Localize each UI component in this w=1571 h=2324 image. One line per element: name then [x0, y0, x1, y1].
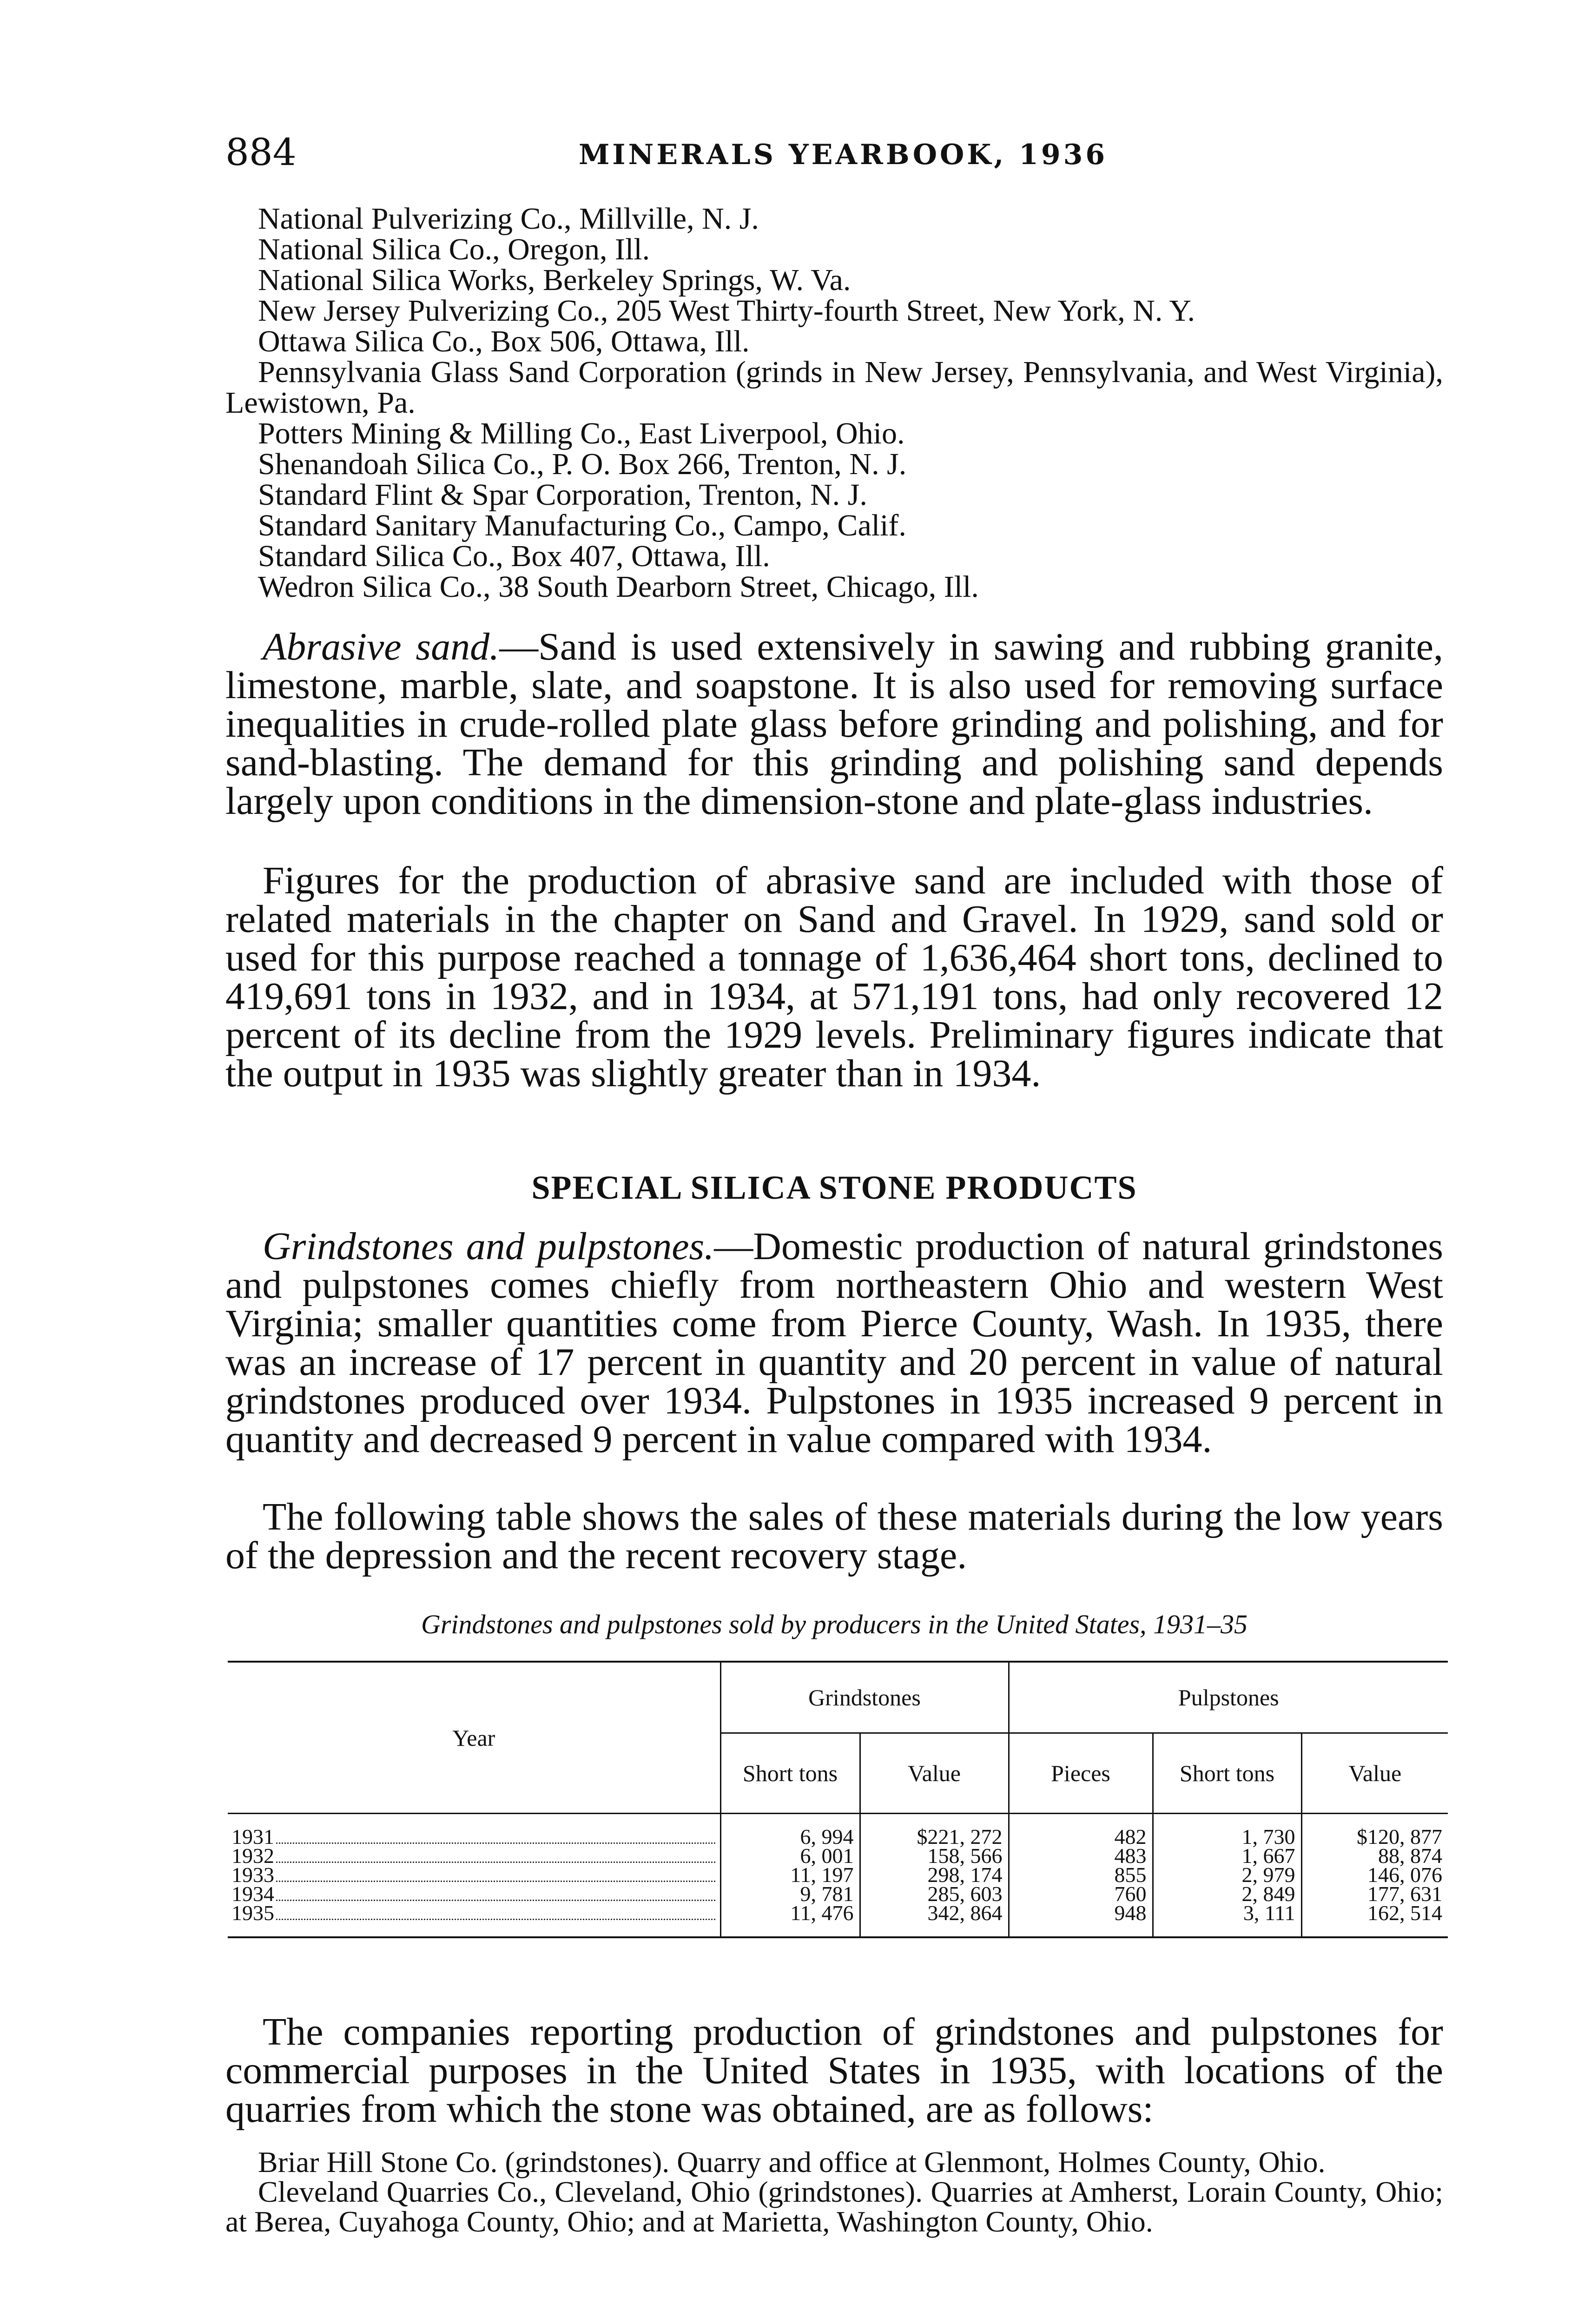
list-item: Shenandoah Silica Co., P. O. Box 266, Trenton, N. J. [258, 447, 907, 481]
page-number: 884 [225, 131, 297, 174]
table-cell: 1, 667 [1153, 1846, 1301, 1865]
list-item: Standard Silica Co., Box 407, Ottawa, Ill. [258, 539, 770, 573]
table-cell: 483 [1009, 1846, 1153, 1865]
year-label: 1934 [231, 1882, 274, 1906]
column-group-grindstones: Grindstones [720, 1662, 1009, 1733]
list-item: Briar Hill Stone Co. (grindstones). Quarry and office at Glenmont, Holmes County, Ohio. [258, 2146, 1326, 2179]
year-label: 1931 [231, 1825, 274, 1849]
column-header-grindstones-short-tons: Short tons [720, 1733, 860, 1814]
year-label: 1932 [231, 1844, 274, 1868]
journal-title: MINERALS YEARBOOK, 1936 [579, 139, 1108, 171]
grindstones-text: —Domestic production of natural grindstones and pulpstones comes chiefly from northeastern Ohio and western West Virginia; smaller quantities come from Pierce County, Wash. In 1935, there was an increase of 17 percent in quantity and 20 percent in value of natural grindstones produced over 1934. Pulpstones in 1935 increased 9 percent in quantity and decreased 9 percent in value compared with 1934. [225, 1225, 1443, 1461]
table-cell: 162, 514 [1301, 1903, 1448, 1937]
table-row [228, 1884, 1448, 1903]
table-cell: 3, 111 [1153, 1903, 1301, 1937]
table-caption: Grindstones and pulpstones sold by producers in the United States, 1931–35 [421, 1609, 1248, 1639]
table-cell-year [228, 1882, 720, 1906]
year-label: 1933 [231, 1863, 274, 1887]
list-item: Standard Flint & Spar Corporation, Trenton, N. J. [258, 478, 867, 512]
companies-list [225, 2147, 1443, 2237]
table-cell: 855 [1009, 1865, 1153, 1884]
list-item: Ottawa Silica Co., Box 506, Ottawa, Ill. [258, 324, 750, 358]
table-cell: $221, 272 [860, 1814, 1009, 1847]
list-item: National Silica Co., Oregon, Ill. [258, 232, 650, 266]
table-header-row [228, 1662, 1448, 1733]
table-cell-year [228, 1844, 720, 1868]
companies-intro-paragraph: The companies reporting production of grindstones and pulpstones for commercial purposes in the United States in 1935, with locations of the quarries from which the stone was obtained, are as follows: [225, 2010, 1443, 2131]
table-cell: 158, 566 [860, 1846, 1009, 1865]
section-heading: SPECIAL SILICA STONE PRODUCTS [531, 1169, 1137, 1206]
table-intro-paragraph: The following table shows the sales of these materials during the low years of the depression and the recent recovery stage. [225, 1495, 1443, 1577]
dot-leader [276, 1867, 715, 1882]
abrasive-sand-paragraph [225, 625, 1443, 823]
table-cell: 482 [1009, 1814, 1153, 1847]
grindstones-pulpstones-table [228, 1661, 1448, 1938]
table-cell: 760 [1009, 1884, 1153, 1903]
column-header-year: Year [228, 1662, 720, 1814]
table-cell: 298, 174 [860, 1865, 1009, 1884]
table-cell: 11, 476 [720, 1903, 860, 1937]
table-cell: 948 [1009, 1903, 1153, 1937]
dot-leader [276, 1848, 715, 1863]
list-item: Pennsylvania Glass Sand Corporation (grinds in New Jersey, Pennsylvania, and West Virginia), Lewistown, Pa. [225, 355, 1443, 420]
table-cell: 146, 076 [1301, 1865, 1448, 1884]
grindstones-paragraph [225, 1227, 1443, 1459]
list-item: Wedron Silica Co., 38 South Dearborn Street, Chicago, Ill. [258, 570, 979, 604]
grindstones-lead: Grindstones and pulpstones. [263, 1225, 714, 1268]
table-cell: 2, 849 [1153, 1884, 1301, 1903]
table-row [228, 1903, 1448, 1937]
column-header-pulpstones-value: Value [1301, 1733, 1448, 1814]
producers-list [225, 204, 1443, 602]
running-head [225, 132, 1443, 173]
list-item: Cleveland Quarries Co., Cleveland, Ohio (grindstones). Quarries at Amherst, Lorain County, Ohio; at Berea, Cuyahoga County, Ohio; and at Marietta, Washington County, Ohio. [225, 2175, 1443, 2238]
table-row [228, 1814, 1448, 1847]
table-cell: 1, 730 [1153, 1814, 1301, 1847]
table-cell: 177, 631 [1301, 1884, 1448, 1903]
column-group-pulpstones: Pulpstones [1009, 1662, 1448, 1733]
dot-leader [276, 1905, 715, 1920]
table-cell: 6, 001 [720, 1846, 860, 1865]
table-cell: 88, 874 [1301, 1846, 1448, 1865]
list-item: New Jersey Pulverizing Co., 205 West Thirty-fourth Street, New York, N. Y. [258, 294, 1195, 328]
abrasive-sand-lead: Abrasive sand. [263, 625, 500, 668]
table-cell: 9, 781 [720, 1884, 860, 1903]
dot-leader [276, 1886, 715, 1901]
column-header-pulpstones-short-tons: Short tons [1153, 1733, 1301, 1814]
table-cell: 2, 979 [1153, 1865, 1301, 1884]
table-cell: $120, 877 [1301, 1814, 1448, 1847]
dot-leader [276, 1829, 715, 1844]
list-item: National Pulverizing Co., Millville, N. J. [258, 202, 759, 236]
table-cell: 342, 864 [860, 1903, 1009, 1937]
table-cell: 6, 994 [720, 1814, 860, 1847]
list-item: Potters Mining & Milling Co., East Liverpool, Ohio. [258, 416, 905, 450]
table-cell: 285, 603 [860, 1884, 1009, 1903]
table-cell-year [228, 1863, 720, 1887]
table-cell: 11, 197 [720, 1865, 860, 1884]
abrasive-sand-text: —Sand is used extensively in sawing and rubbing granite, limestone, marble, slate, and soapstone. It is also used for removing surface inequalities in crude-rolled plate glass before grinding and polishing, and for sand-blasting. The demand for this grinding and polishing sand depends largely upon conditions in the dimension-stone and plate-glass industries. [225, 625, 1443, 823]
table-cell-year [228, 1814, 720, 1847]
table-row [228, 1865, 1448, 1884]
year-label: 1935 [231, 1901, 274, 1925]
abrasive-sand-figures-paragraph: Figures for the production of abrasive sand are included with those of related materials in the chapter on Sand and Gravel. In 1929, sand sold or used for this purpose reached a tonnage of 1,636,464 short tons, declined to 419,691 tons in 1932, and in 1934, at 571,191 tons, had only recovered 12 percent of its decline from the 1929 levels. Preliminary figures indicate that the output in 1935 was slightly greater than in 1934. [225, 859, 1443, 1095]
column-header-grindstones-value: Value [860, 1733, 1009, 1814]
list-item: Standard Sanitary Manufacturing Co., Campo, Calif. [258, 508, 906, 542]
column-header-pulpstones-pieces: Pieces [1009, 1733, 1153, 1814]
table-row [228, 1846, 1448, 1865]
list-item: National Silica Works, Berkeley Springs, W. Va. [258, 263, 851, 297]
table-cell-year [228, 1903, 720, 1937]
